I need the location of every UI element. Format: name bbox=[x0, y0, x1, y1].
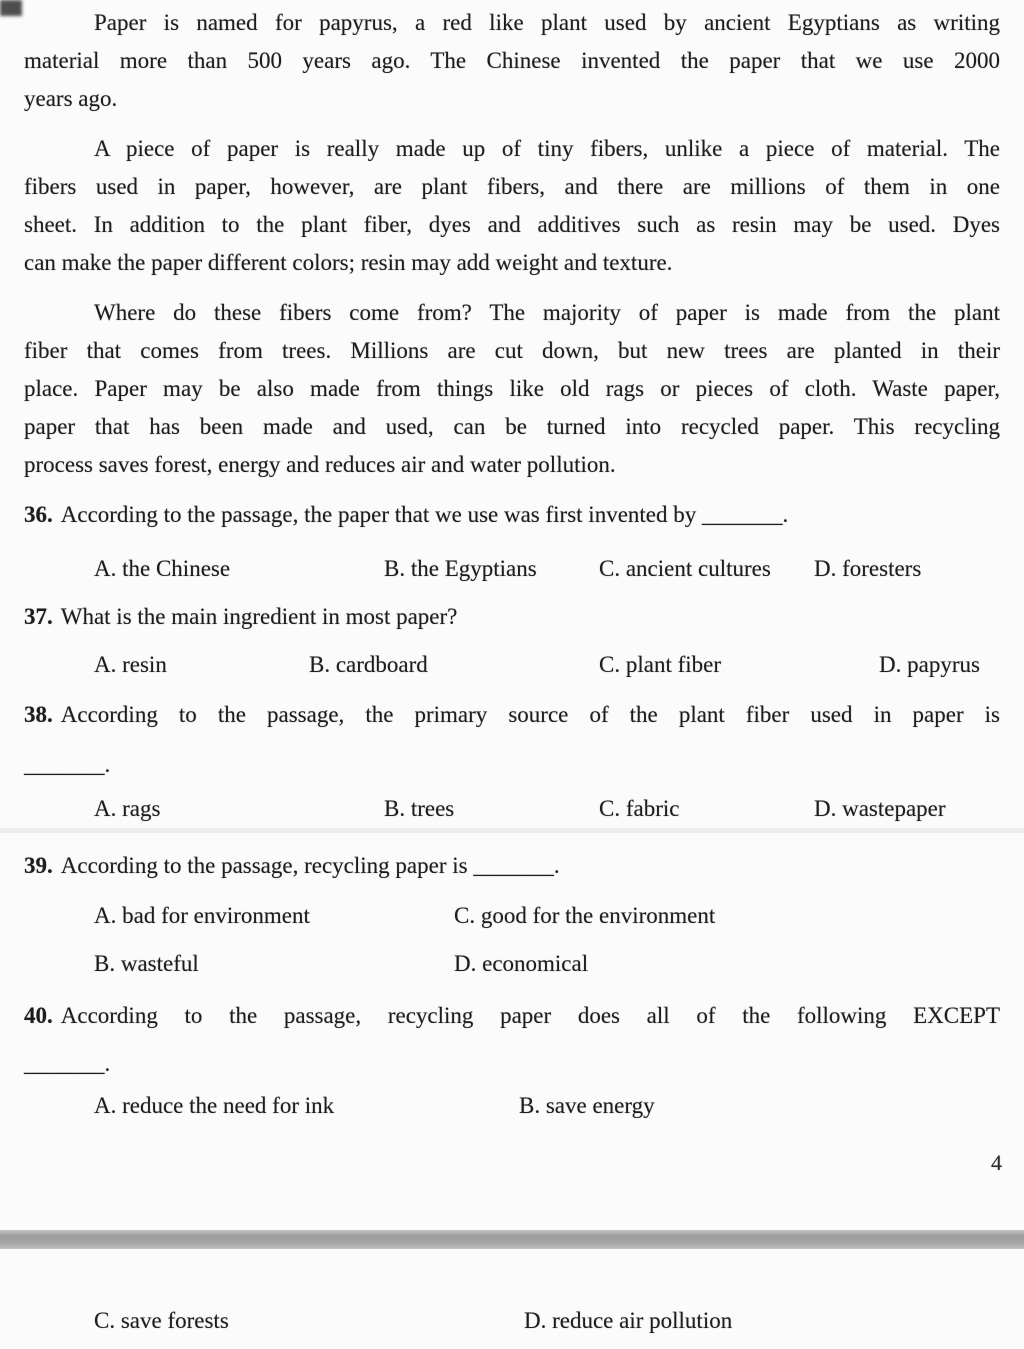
question-40-text: According to the passage, recycling paper does all of the following EXCEPT bbox=[60, 1003, 1000, 1028]
question-38 bbox=[24, 698, 1000, 824]
question-37-stem bbox=[24, 600, 1000, 634]
paragraph-line: can make the paper different colors; resin may add weight and texture. bbox=[24, 250, 673, 275]
option-38-b: B. trees bbox=[384, 796, 455, 821]
paragraph-line: material more than 500 years ago. The Chinese invented the paper that we use 2000 bbox=[24, 48, 1000, 73]
question-36-text: According to the passage, the paper that we use was first invented by _______. bbox=[60, 502, 789, 527]
option-37-a: A. resin bbox=[94, 652, 167, 677]
option-38-a: A. rags bbox=[94, 796, 161, 821]
page-break-divider bbox=[0, 1230, 1024, 1249]
question-39-options-row-1 bbox=[24, 901, 1000, 931]
passage-paragraph-2 bbox=[24, 130, 1000, 282]
option-40-b: B. save energy bbox=[519, 1093, 655, 1118]
next-page-option-d: D. reduce air pollution bbox=[524, 1308, 733, 1333]
scan-corner-artifact bbox=[0, 0, 22, 16]
question-36-stem bbox=[24, 498, 1000, 532]
paragraph-line: fiber that comes from trees. Millions are cut down, but new trees are planted in their bbox=[24, 338, 1000, 363]
option-39-b: B. wasteful bbox=[94, 951, 199, 976]
paragraph-line: fibers used in paper, however, are plant fibers, and there are millions of them in one bbox=[24, 174, 1000, 199]
page-seam-line bbox=[0, 828, 1024, 833]
paragraph-line: process saves forest, energy and reduces air and water pollution. bbox=[24, 452, 616, 477]
question-40-options bbox=[24, 1091, 1000, 1121]
question-39-options-row-2 bbox=[24, 949, 1000, 979]
question-39 bbox=[24, 849, 1000, 979]
option-39-c: C. good for the environment bbox=[454, 903, 716, 928]
question-40-stem bbox=[24, 999, 1000, 1033]
option-36-c: C. ancient cultures bbox=[599, 556, 771, 581]
paragraph-line: A piece of paper is really made up of tiny fibers, unlike a piece of material. The bbox=[94, 136, 1000, 161]
next-page-option-c: C. save forests bbox=[94, 1308, 229, 1333]
paragraph-line: place. Paper may be also made from things like old rags or pieces of cloth. Waste paper, bbox=[24, 376, 1000, 401]
question-38-blank: _______. bbox=[24, 752, 111, 777]
question-36-options bbox=[24, 554, 1000, 584]
question-36-number: 36. bbox=[24, 502, 53, 527]
paragraph-line: sheet. In addition to the plant fiber, dyes and additives such as resin may be used. Dyes bbox=[24, 212, 1000, 237]
option-40-a: A. reduce the need for ink bbox=[94, 1093, 335, 1118]
passage-paragraph-3 bbox=[24, 294, 1000, 484]
question-36 bbox=[24, 498, 1000, 584]
question-39-text: According to the passage, recycling paper is _______. bbox=[60, 853, 560, 878]
option-37-b: B. cardboard bbox=[309, 652, 428, 677]
option-37-c: C. plant fiber bbox=[599, 652, 721, 677]
passage-paragraph-1 bbox=[24, 4, 1000, 118]
option-38-c: C. fabric bbox=[599, 796, 680, 821]
option-39-d: D. economical bbox=[454, 951, 589, 976]
option-38-d: D. wastepaper bbox=[814, 796, 946, 821]
paragraph-line: years ago. bbox=[24, 86, 118, 111]
question-38-options bbox=[24, 794, 1000, 824]
paragraph-line: paper that has been made and used, can be turned into recycled paper. This recycling bbox=[24, 414, 1000, 439]
question-37-options bbox=[24, 650, 1000, 680]
option-36-a: A. the Chinese bbox=[94, 556, 231, 581]
question-37 bbox=[24, 600, 1000, 680]
next-page-option-row bbox=[24, 1306, 1000, 1336]
question-37-number: 37. bbox=[24, 604, 53, 629]
question-38-number: 38. bbox=[24, 702, 53, 727]
paragraph-line: Where do these fibers come from? The majority of paper is made from the plant bbox=[94, 300, 1000, 325]
question-40-number: 40. bbox=[24, 1003, 53, 1028]
question-39-number: 39. bbox=[24, 853, 53, 878]
page-number: 4 bbox=[991, 1150, 1002, 1175]
question-40-blank: _______. bbox=[24, 1051, 111, 1076]
option-37-d: D. papyrus bbox=[879, 652, 980, 677]
question-39-stem bbox=[24, 849, 1000, 883]
option-36-d: D. foresters bbox=[814, 556, 922, 581]
option-39-a: A. bad for environment bbox=[94, 903, 310, 928]
question-38-stem bbox=[24, 698, 1000, 732]
question-37-text: What is the main ingredient in most paper? bbox=[60, 604, 458, 629]
paragraph-line: Paper is named for papyrus, a red like plant used by ancient Egyptians as writing bbox=[94, 10, 1000, 35]
question-40 bbox=[24, 999, 1000, 1121]
question-38-text: According to the passage, the primary source of the plant fiber used in paper is bbox=[60, 702, 1000, 727]
option-36-b: B. the Egyptians bbox=[384, 556, 537, 581]
